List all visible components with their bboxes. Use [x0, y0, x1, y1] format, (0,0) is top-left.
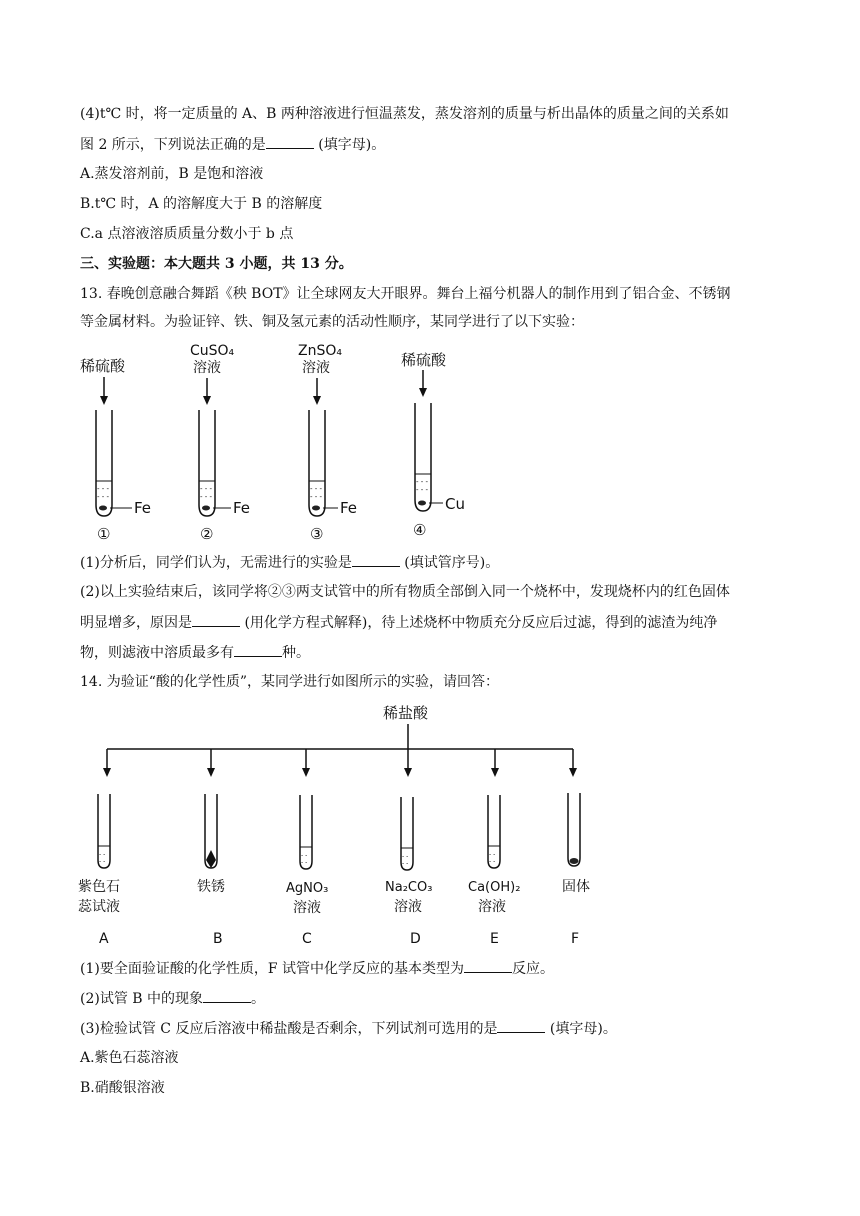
answer-blank[interactable] — [266, 134, 314, 149]
answer-blank[interactable] — [497, 1018, 545, 1033]
tube-c-label-l2: 溶液 — [293, 900, 321, 916]
answer-blank[interactable] — [192, 612, 240, 627]
svg-text:- - -: - - - — [200, 493, 213, 501]
q14-tube-f — [562, 793, 590, 947]
q12-4-option-c: C.a 点溶液溶质质量分数小于 b 点 — [80, 226, 294, 242]
tube-d-letter: D — [410, 931, 421, 947]
svg-text:- -: - - — [402, 860, 409, 867]
tube-e-label-l2: 溶液 — [478, 899, 506, 915]
q14-option-b: B.硝酸银溶液 — [80, 1080, 165, 1096]
q13-sub2-line2: 明显增多，原因是 (用化学方程式解释)，待上述烧杯中物质充分反应后过滤，得到的滤渣为纯净 — [80, 612, 717, 633]
q13-tube-2 — [190, 343, 250, 543]
svg-text:- -: - - — [489, 851, 496, 858]
svg-text:- - -: - - - — [310, 485, 323, 493]
q13-sub1: (1)分析后，同学们认为，无需进行的实验是 (填试管序号)。 — [80, 552, 499, 573]
q13-sub2-line1: (2)以上实验结束后，该同学将②③两支试管中的所有物质全部倒入同一个烧杯中，发现烧杯内的红色固体 — [80, 584, 730, 600]
svg-text:- - -: - - - — [200, 485, 213, 493]
section-3-heading: 三、实验题：本大题共 3 小题，共 13 分。 — [80, 256, 353, 272]
tube-3-reagent: ZnSO₄ — [298, 343, 342, 359]
q12-4-option-b: B.t℃ 时，A 的溶解度大于 B 的溶解度 — [80, 196, 323, 212]
tube-1-metal: Fe — [134, 499, 152, 517]
q14-option-a: A.紫色石蕊溶液 — [80, 1050, 179, 1066]
tube-2-reagent-l2: 溶液 — [193, 360, 221, 376]
tube-a-label: 紫色石 — [78, 879, 120, 895]
tube-d-label-l2: 溶液 — [394, 899, 422, 915]
svg-text:- -: - - — [301, 852, 308, 859]
q14-tube-e — [468, 795, 520, 947]
q14-sub1: (1)要全面验证酸的化学性质，F 试管中化学反应的基本类型为 反应。 — [80, 958, 554, 979]
answer-blank[interactable] — [234, 642, 282, 657]
tube-a-label-l2: 蕊试液 — [78, 899, 120, 915]
tube-b-label: 铁锈 — [197, 879, 225, 895]
q12-4-line1: (4)t℃ 时，将一定质量的 A、B 两种溶液进行恒温蒸发，蒸发溶剂的质量与析出晶体的质量之间的关系如 — [80, 106, 729, 122]
tube-f-label: 固体 — [562, 879, 590, 895]
tube-2-number: ② — [200, 525, 214, 543]
q14-tube-c — [286, 795, 328, 947]
svg-text:- - -: - - - — [416, 486, 429, 494]
svg-text:- -: - - — [99, 851, 106, 858]
q14-intro: 14. 为验证“酸的化学性质”，某同学进行如图所示的实验，请回答： — [80, 674, 500, 690]
q12-4-option-a: A.蒸发溶剂前，B 是饱和溶液 — [80, 166, 264, 182]
tube-d-label: Na₂CO₃ — [385, 880, 433, 895]
tube-2-metal: Fe — [233, 499, 251, 517]
acid-label: 稀盐酸 — [383, 704, 429, 722]
tube-4-number: ④ — [413, 521, 427, 539]
answer-blank[interactable] — [464, 958, 512, 973]
answer-blank[interactable] — [352, 552, 400, 567]
tube-3-reagent-l2: 溶液 — [302, 360, 330, 376]
svg-text:- - -: - - - — [310, 493, 323, 501]
tube-e-label: Ca(OH)₂ — [468, 880, 521, 895]
svg-text:- -: - - — [99, 858, 106, 865]
svg-text:- - -: - - - — [416, 478, 429, 486]
tube-a-letter: A — [99, 931, 109, 947]
tube-f-letter: F — [571, 931, 580, 947]
q13-line1: 13. 春晚创意融合舞蹈《秧 BOT》让全球网友大开眼界。舞台上福兮机器人的制作用到了铝合金、不锈钢 — [80, 286, 731, 302]
q14-tube-a — [78, 794, 120, 947]
q14-sub3: (3)检验试管 C 反应后溶液中稀盐酸是否剩余，下列试剂可选用的是 (填字母)。 — [80, 1018, 617, 1039]
q14-sub2: (2)试管 B 中的现象 。 — [80, 988, 265, 1009]
tube-1-reagent: 稀硫酸 — [80, 357, 126, 375]
tube-c-letter: C — [302, 931, 312, 947]
svg-text:- - -: - - - — [97, 493, 110, 501]
tube-3-number: ③ — [310, 525, 324, 543]
svg-text:- -: - - — [301, 859, 308, 866]
tube-4-metal: Cu — [445, 495, 465, 513]
dropper-arrows — [107, 749, 573, 770]
svg-text:- -: - - — [489, 858, 496, 865]
q13-tube-4 — [401, 351, 465, 539]
answer-blank[interactable] — [203, 988, 251, 1003]
q12-4-line2: 图 2 所示，下列说法正确的是 (填字母)。 — [80, 134, 385, 155]
q13-tube-1 — [80, 357, 151, 543]
tube-e-letter: E — [490, 931, 499, 947]
tube-b-letter: B — [213, 931, 223, 947]
q13-line2: 等金属材料。为验证锌、铁、铜及氢元素的活动性顺序，某同学进行了以下实验： — [80, 314, 584, 330]
svg-text:- - -: - - - — [97, 485, 110, 493]
q13-tube-3 — [298, 343, 357, 543]
q14-tube-b — [197, 794, 225, 947]
q14-tube-d — [385, 797, 432, 947]
tube-3-metal: Fe — [340, 499, 358, 517]
q13-sub2-line3: 物，则滤液中溶质最多有 种。 — [80, 642, 310, 663]
tube-1-number: ① — [97, 525, 111, 543]
tube-4-reagent: 稀硫酸 — [401, 351, 447, 369]
svg-text:- -: - - — [402, 853, 409, 860]
tube-c-label: AgNO₃ — [286, 881, 329, 896]
tube-2-reagent: CuSO₄ — [190, 343, 235, 359]
